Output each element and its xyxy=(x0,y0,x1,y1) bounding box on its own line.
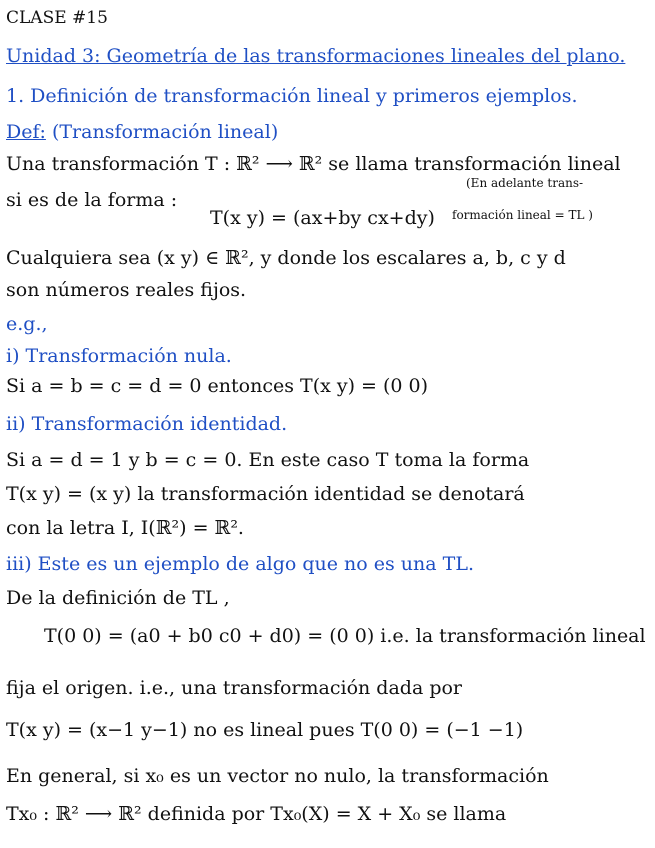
example-2-line-1: Si a = d = 1 y b = c = 0. En este caso T toma la forma xyxy=(6,449,530,471)
unit-title: Unidad 3: Geometría de las transformaciones lineales del plano. xyxy=(6,45,626,67)
example-3-line-4: T(x y) = (x−1 y−1) no es lineal pues T(0 0) = (−1 −1) xyxy=(6,719,524,741)
definition-formula: T(x y) = (ax+by cx+dy) xyxy=(210,207,435,229)
examples-label: e.g., xyxy=(6,313,48,335)
example-1-body: Si a = b = c = d = 0 entonces T(x y) = (0 0) xyxy=(6,375,429,397)
definition-line-2: si es de la forma : xyxy=(6,189,178,211)
section-title: 1. Definición de transformación lineal y primeros ejemplos. xyxy=(6,85,578,107)
definition-label: Def: xyxy=(6,121,46,143)
note-line-2: formación lineal = TL ) xyxy=(452,208,593,222)
example-2-title: ii) Transformación identidad. xyxy=(6,413,288,435)
definition-heading xyxy=(6,120,278,144)
example-2-line-3: con la letra I, I(ℝ²) = ℝ². xyxy=(6,517,244,539)
class-header: CLASE #15 xyxy=(6,8,108,28)
definition-title: (Transformación lineal) xyxy=(51,121,279,143)
example-3-line-1: De la definición de TL , xyxy=(6,587,230,609)
definition-line-4: son números reales fijos. xyxy=(6,279,247,301)
note-line-1: (En adelante trans- xyxy=(466,176,584,190)
example-1-title: i) Transformación nula. xyxy=(6,345,232,367)
example-2-line-2: T(x y) = (x y) la transformación identidad se denotará xyxy=(6,483,525,505)
definition-line-1: Una transformación T : ℝ² ⟶ ℝ² se llama transformación lineal xyxy=(6,153,621,175)
example-3-line-5: En general, si x₀ es un vector no nulo, la transformación xyxy=(6,765,549,787)
definition-line-3: Cualquiera sea (x y) ∈ ℝ², y donde los escalares a, b, c y d xyxy=(6,247,566,269)
example-3-line-3: fija el origen. i.e., una transformación dada por xyxy=(6,677,462,699)
example-3-heading: iii) Este es un ejemplo de algo que no es una TL. xyxy=(6,553,474,575)
example-3-title xyxy=(6,552,474,576)
example-3-line-2: T(0 0) = (a0 + b0 c0 + d0) = (0 0) i.e. la transformación lineal xyxy=(44,625,646,647)
example-3-line-6: Tx₀ : ℝ² ⟶ ℝ² definida por Tx₀(X) = X + X₀ se llama xyxy=(6,803,507,825)
